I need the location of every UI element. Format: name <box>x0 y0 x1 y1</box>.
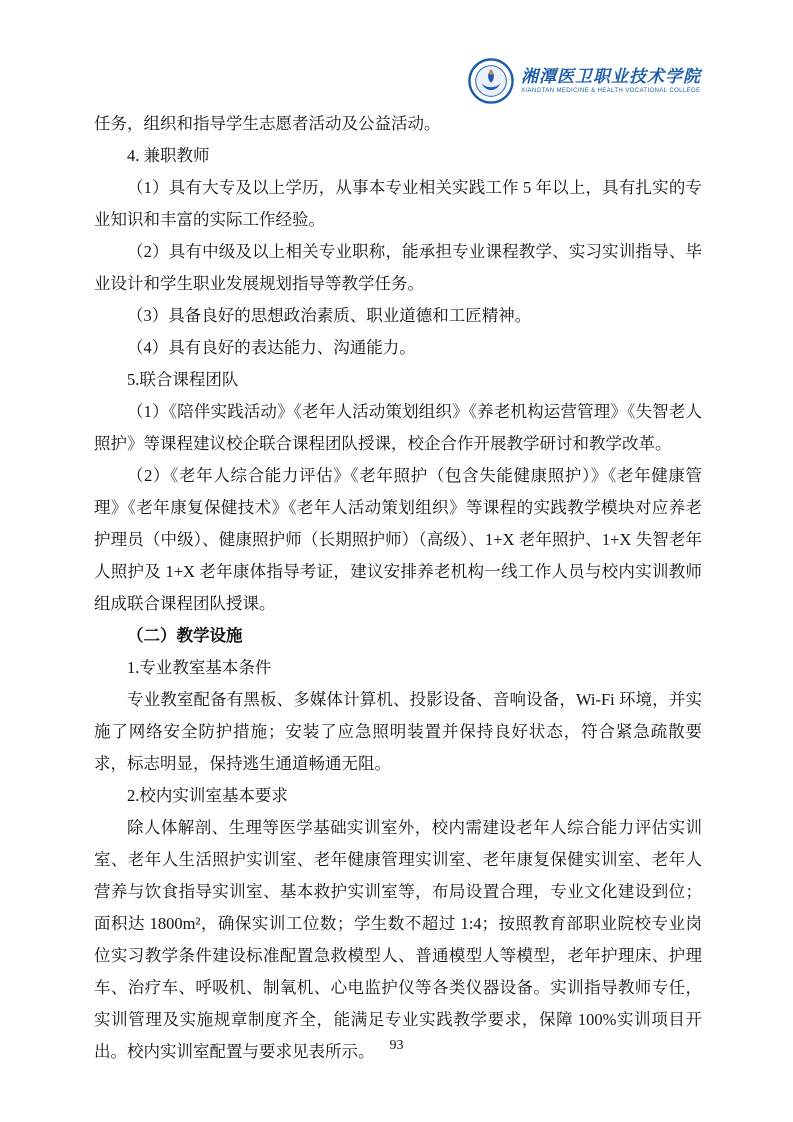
header-logo <box>468 58 701 104</box>
paragraph-requirement-3: （3）具备良好的思想政治素质、职业道德和工匠精神。 <box>127 306 532 325</box>
college-name-en: XIANGTAN MEDICINE & HEALTH VOCATIONAL COLLEGE <box>521 87 701 94</box>
page-number: 93 <box>389 1038 404 1053</box>
heading-classroom-conditions: 1.专业教室基本条件 <box>127 658 272 677</box>
paragraph-joint-course-1: （1）《陪伴实践活动》《老年人活动策划组织》《养老机构运营管理》《失智老人照护》等课程建议校企联合课程团队授课，校企合作开展教学研讨和教学改革。 <box>94 402 702 453</box>
paragraph-requirement-2: （2）具有中级及以上相关专业职称，能承担专业课程教学、实习实训指导、毕业设计和学生职业发展规划指导等教学任务。 <box>94 242 702 293</box>
paragraph-requirement-4: （4）具有良好的表达能力、沟通能力。 <box>127 338 416 357</box>
paragraph-joint-course-2: （2）《老年人综合能力评估》《老年照护（包含失能健康照护）》《老年健康管理》《老年康复保健技术》《老年人活动策划组织》等课程的实践教学模块对应养老护理员（中级）、健康照护师（长期照护师）（高级）、1+X 老年照护、1+X 失智老年人照护及 1+X 老年康体指导考证，建议安排养老机构一线工作人员与校内实训教师组成联合课程团队授课。 <box>94 466 702 613</box>
paragraph-classroom-detail: 专业教室配备有黑板、多媒体计算机、投影设备、音响设备，Wi-Fi 环境，并实施了网络安全防护措施；安装了应急照明装置并保持良好状态，符合紧急疏散要求，标志明显，保持逃生通道畅通无阻。 <box>94 690 702 773</box>
document-body <box>94 108 702 1068</box>
paragraph-continuation: 任务，组织和指导学生志愿者活动及公益活动。 <box>94 114 441 133</box>
heading-teaching-facilities: （二）教学设施 <box>127 626 243 645</box>
college-name-block <box>521 67 701 96</box>
heading-joint-course-team: 5.联合课程团队 <box>127 370 239 389</box>
college-name-cn: 湘潭医卫职业技术学院 <box>521 66 701 86</box>
paragraph-training-room-detail: 除人体解剖、生理等医学基础实训室外，校内需建设老年人综合能力评估实训室、老年人生活照护实训室、老年健康管理实训室、老年康复保健实训室、老年人营养与饮食指导实训室、基本救护实训室等，布局设置合理，专业文化建设到位；面积达 1800m²，确保实训工位数；学生数不超过 1:4；按照教育部职业院校专业岗位实习教学条件建设标准配置急救模型人、普通模型人等模型，老年护理床、护理车、治疗车、呼吸机、制氧机、心电监护仪等各类仪器设备。实训指导教师专任，实训管理及实施规章制度齐全，能满足专业实践教学要求，保障 100%实训项目开出。校内实训室配置与要求见表所示。 <box>94 818 702 1061</box>
paragraph-requirement-1: （1）具有大专及以上学历，从事本专业相关实践工作 5 年以上，具有扎实的专业知识和丰富的实际工作经验。 <box>94 178 702 229</box>
college-emblem-icon <box>468 58 514 104</box>
heading-training-room-requirements: 2.校内实训室基本要求 <box>127 786 288 805</box>
heading-part-time-teachers: 4. 兼职教师 <box>127 146 210 165</box>
